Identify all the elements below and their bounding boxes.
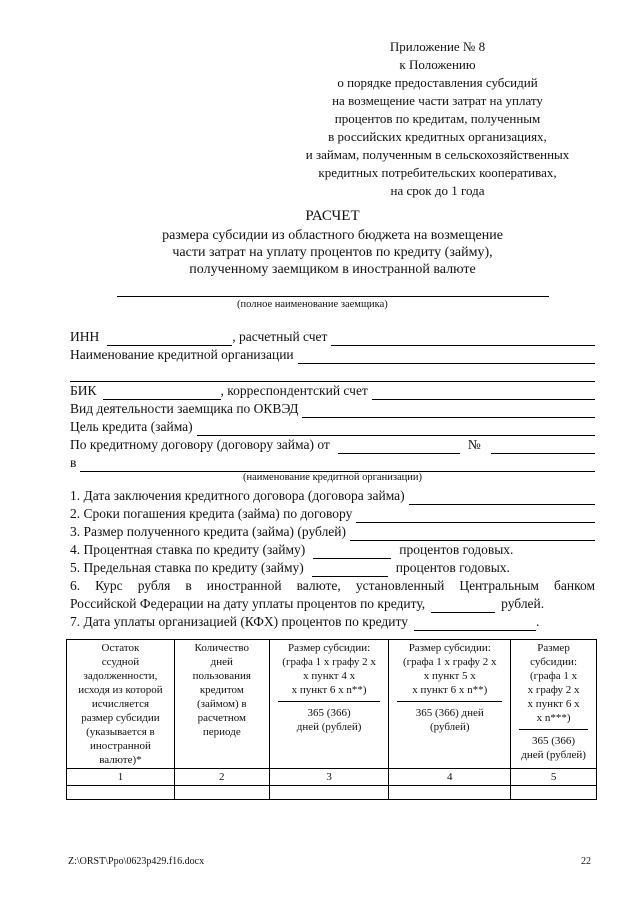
item-2 [70,505,595,523]
table-cell [269,786,389,800]
item-6-line-1: 6. Курс рубля в иностранной валюте, установленный Центральным банком [70,578,595,593]
form-fields [70,328,595,631]
appendix-line: и займам, полученным в сельскохозяйственных [305,147,570,162]
agreement-label: По кредитному договору (договору займа) от [70,437,330,452]
borrower-caption: (полное наименование заемщика) [237,299,388,310]
item-7-end: . [535,614,540,629]
agreement-number-field [491,440,595,454]
credit-org-row-2 [70,364,595,382]
appendix-line: на срок до 1 года [390,183,485,198]
table-header-row [67,640,597,769]
credit-org-label: Наименование кредитной организации [70,347,294,362]
purpose-label: Цель кредита (займа) [70,419,193,434]
corr-account-field [372,386,595,400]
item-6-field [431,599,495,613]
table-cell [389,786,511,800]
title-sub-line: части затрат на уплату процентов по кредиту (займу), [172,245,493,260]
credit-org-field [298,350,595,364]
credit-org-caption-row [70,472,595,487]
calculation-table [66,639,597,800]
item-7-label: 7. Дата уплаты организацией (КФХ) процентов по кредиту [70,614,408,629]
header-cell-col1: Остаток ссудной задолженности, исходя из которой исчисляется размер субсидии (указывается в иностранной валюте)* [67,640,175,769]
appendix-line: в российских кредитных организациях, [328,129,547,144]
fraction-line [519,729,588,730]
column-number: 2 [174,769,269,786]
title-sub-line: размера субсидии из областного бюджета на возмещение [162,228,503,243]
number-sign: № [467,437,481,452]
page-number: 22 [581,856,591,867]
header-cell-col3: Размер субсидии: (графа 1 х графу 2 х х пункт 4 х х пункт 6 х n**) 365 (366) дней (рублей) [269,640,389,769]
bik-field [103,386,221,400]
header-cell-col2: Количество дней пользования кредитом (займом) в расчетном периоде [174,640,269,769]
item-3-label: 3. Размер полученного кредита (займа) (рублей) [70,524,347,539]
purpose-field [197,422,595,436]
item-4-field [313,545,391,559]
inn-field [107,332,232,346]
item-5 [70,559,595,577]
credit-org-row [70,346,595,364]
table-cell [67,786,175,800]
table-cell [174,786,269,800]
header-cell-col5: Размер субсидии: (графа 1 х х графу 2 х х пункт 6 х х n***) 365 (366) дней (рублей) [511,640,597,769]
header-cell-col4: Размер субсидии: (графа 1 х графу 2 х х пункт 5 х х пункт 6 х n**) 365 (366) дней (рублей) [389,640,511,769]
item-7 [70,613,595,631]
item-1-field [409,491,595,505]
appendix-line: процентов по кредитам, полученным [334,111,541,126]
fraction-line [278,701,381,702]
agreement-row [70,436,595,454]
corr-account-label: , корреспондентский счет [220,383,368,398]
column-number: 1 [67,769,175,786]
purpose-row [70,418,595,436]
okved-row [70,400,595,418]
file-path: Z:\ORST\Ppo\0623p429.f16.docx [68,856,205,867]
item-3-field [350,527,595,541]
column-number: 3 [269,769,389,786]
appendix-line: кредитных потребительских кооперативах, [318,165,557,180]
item-6-label: Российской Федерации на дату уплаты процентов по кредиту, [70,596,426,611]
bik-row [70,382,595,400]
okved-field [302,404,595,418]
appendix-header [270,38,605,200]
document-title [70,208,595,278]
table-cell [511,786,597,800]
item-4 [70,541,595,559]
item-4-suffix: процентов годовых. [399,542,514,557]
credit-org-field-2 [70,368,595,382]
item-1 [70,487,595,505]
title-sub-line: полученному заемщиком в иностранной валюте [189,262,476,277]
in-label: в [70,455,77,470]
appendix-line: о порядке предоставления субсидий [337,75,538,90]
credit-org-caption: (наименование кредитной организации) [243,472,422,483]
item-5-suffix: процентов годовых. [395,560,510,575]
item-2-label: 2. Сроки погашения кредита (займа) по договору [70,506,353,521]
title-main: РАСЧЕТ [305,208,360,224]
table-data-row [67,786,597,800]
item-4-label: 4. Процентная ставка по кредиту (займу) [70,542,306,557]
account-field [331,332,595,346]
appendix-line: Приложение № 8 [389,39,486,54]
item-2-field [356,509,595,523]
agreement-date-field [338,440,460,454]
item-5-label: 5. Предельная ставка по кредиту (займу) [70,560,304,575]
inn-label: ИНН [70,329,100,344]
bik-label: БИК [70,383,97,398]
appendix-line: к Положению [399,57,476,72]
appendix-line: на возмещение части затрат на уплату [332,93,543,108]
item-6-line-2 [70,595,595,613]
table-number-row [67,769,597,786]
okved-label: Вид деятельности заемщика по ОКВЭД [70,401,299,416]
column-number: 4 [389,769,511,786]
account-label: , расчетный счет [232,329,328,344]
borrower-name-line [117,286,549,297]
fraction-line [397,701,502,702]
item-6-suffix: рублей. [501,596,545,611]
item-1-label: 1. Дата заключения кредитного договора (договора займа) [70,488,405,503]
item-5-field [312,563,388,577]
inn-row [70,328,595,346]
column-number: 5 [511,769,597,786]
item-7-field [414,617,536,631]
item-3 [70,523,595,541]
